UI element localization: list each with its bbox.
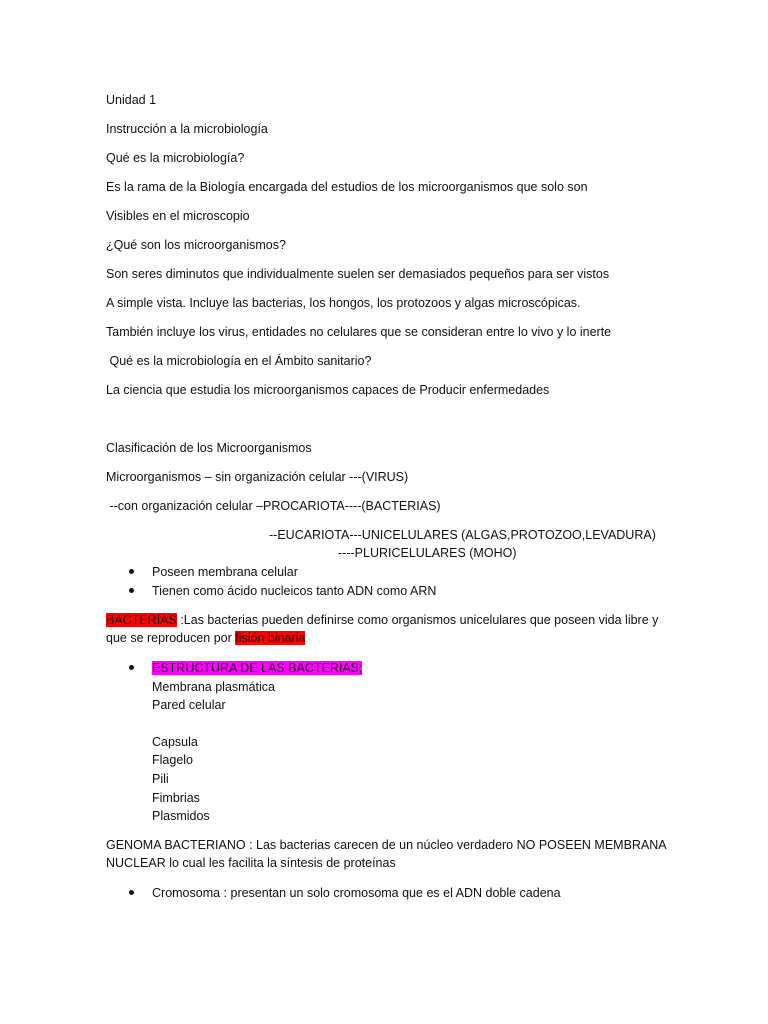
bacterias-definition-line-1 [106, 612, 658, 628]
classification-line-4: ----PLURICELULARES (MOHO) [338, 546, 517, 560]
question-2: ¿Qué son los microorganismos? [106, 238, 286, 252]
estructura-highlight: ESTRUCTURA DE LAS BACTERIAS; [152, 661, 363, 675]
unit-heading: Unidad 1 [106, 93, 157, 107]
estructura-item: Membrana plasmática [152, 680, 275, 694]
bullet-dot [129, 665, 134, 670]
estructura-item: Flagelo [152, 753, 193, 767]
estructura-item: Plasmidos [152, 809, 210, 823]
classification-line-3: --EUCARIOTA---UNICELULARES (ALGAS,PROTOZOO,LEVADURA) [269, 528, 656, 542]
bullet-dot [129, 588, 134, 593]
bullet-dot [129, 569, 134, 574]
question-3: Qué es la microbiología en el Ámbito sanitario? [106, 354, 372, 368]
answer-2-line-2: A simple vista. Incluye las bacterias, los hongos, los protozoos y algas microscópicas. [106, 296, 581, 310]
estructura-item: Capsula [152, 735, 198, 749]
estructura-item: Pared celular [152, 698, 226, 712]
answer-3: La ciencia que estudia los microorganismos capaces de Producir enfermedades [106, 383, 550, 397]
bullet-item: Poseen membrana celular [152, 565, 298, 579]
classification-line-1: Microorganismos – sin organización celular ---(VIRUS) [106, 470, 409, 484]
bacterias-definition-line-2 [106, 630, 305, 646]
answer-2-line-3: También incluye los virus, entidades no celulares que se consideran entre lo vivo y lo inerte [106, 325, 612, 339]
cromosoma-item: Cromosoma : presentan un solo cromosoma que es el ADN doble cadena [152, 886, 561, 900]
answer-1-line-1: Es la rama de la Biología encargada del estudios de los microorganismos que solo son [106, 180, 588, 194]
bacterias-definition-text-2: que se reproducen por [106, 631, 236, 645]
estructura-item: Pili [152, 772, 169, 786]
classification-line-2: --con organización celular –PROCARIOTA----(BACTERIAS) [106, 499, 441, 513]
fision-binaria-highlight: fisión binaria [235, 631, 306, 645]
classification-title: Clasificación de los Microorganismos [106, 441, 312, 455]
bacterias-definition-text: :Las bacterias pueden definirse como organismos unicelulares que poseen vida libre y [176, 613, 659, 627]
answer-1-line-2: Visibles en el microscopio [106, 209, 250, 223]
genoma-line-1: GENOMA BACTERIANO : Las bacterias carecen de un núcleo verdadero NO POSEEN MEMBRANA [106, 838, 667, 852]
genoma-line-2: NUCLEAR lo cual les facilita la síntesis de proteínas [106, 856, 396, 870]
bacterias-highlight: BACTERIAS [106, 613, 177, 627]
bullet-item: Tienen como ácido nucleicos tanto ADN como ARN [152, 584, 437, 598]
estructura-item: Fimbrias [152, 791, 200, 805]
intro-title: Instrucción a la microbiología [106, 122, 268, 136]
bullet-dot [129, 890, 134, 895]
answer-2-line-1: Son seres diminutos que individualmente suelen ser demasiados pequeños para ser vistos [106, 267, 610, 281]
estructura-heading [152, 660, 362, 676]
question-1: Qué es la microbiología? [106, 151, 245, 165]
